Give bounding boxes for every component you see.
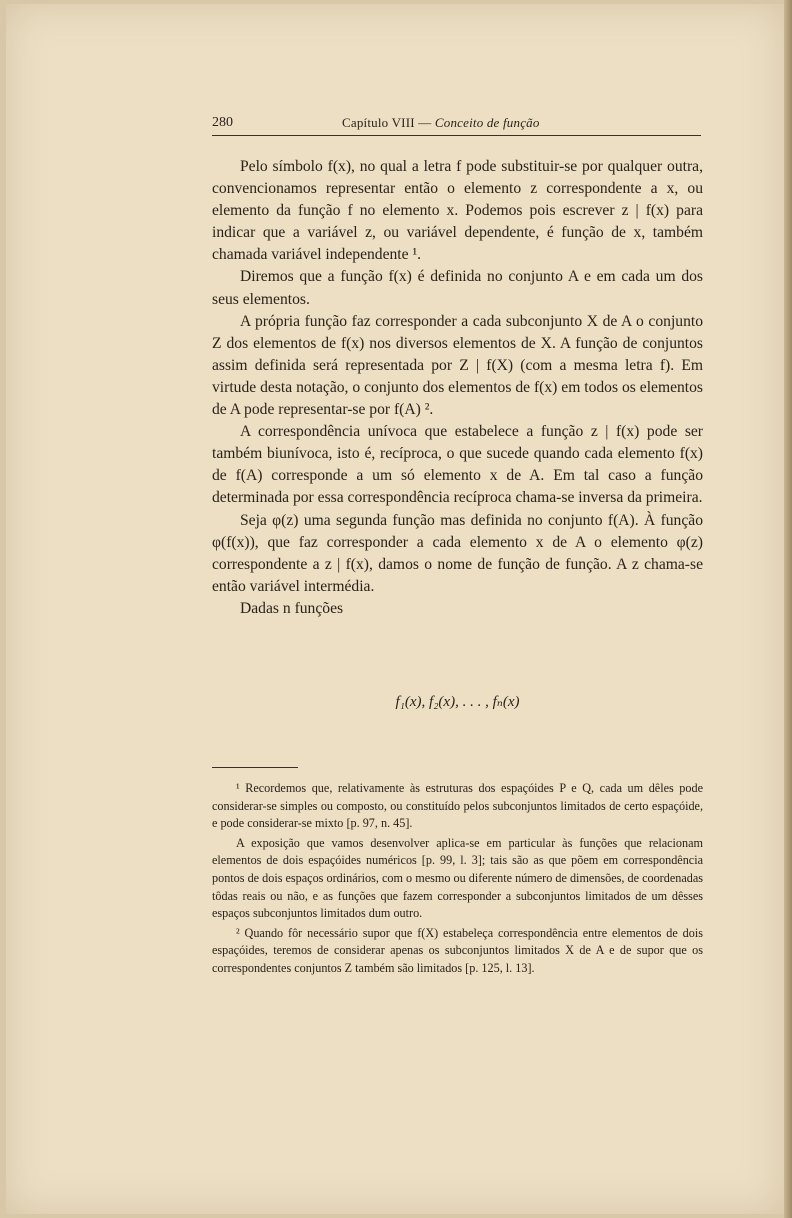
chapter-label: Capítulo VIII — bbox=[342, 115, 432, 130]
paragraph: Pelo símbolo f(x), no qual a letra f pode substituir-se por qualquer outra, convencionamos representar então o elemento z correspondente a x, ou elemento da função f no elemento x. Podemos pois escrever z | f(x) para indicar que a variável z, ou variável dependente, é função de x, também chamada variável independente ¹. bbox=[212, 158, 703, 264]
body-text bbox=[212, 156, 703, 620]
paragraph: A própria função faz corresponder a cada subconjunto X de A o conjunto Z dos elementos de f(x) nos diversos elementos de X. A função de conjuntos assim definida será representada por Z | f(X) (com a mesma letra f). Em virtude desta notação, o conjunto dos elementos de f(x) em todos os elementos de A pode representar-se por f(A) ². bbox=[212, 312, 703, 419]
footnotes bbox=[212, 780, 703, 980]
footnote-rule bbox=[212, 767, 298, 768]
display-formula: f₁(x), f₂(x), . . . , fₙ(x) bbox=[395, 694, 520, 710]
running-header bbox=[212, 113, 701, 136]
paragraph: A correspondência unívoca que estabelece a função z | f(x) pode ser também biunívoca, isto é, recíproca, o que sucede quando cada elemento f(x) de f(A) corresponde a um só elemento x de A. Em tal caso a função determinada por essa correspondência recíproca chama-se inversa da primeira. bbox=[212, 423, 703, 507]
paragraph: Seja φ(z) uma segunda função mas definida no conjunto f(A). À função φ(f(x)), que faz corresponder a cada elemento x de A o elemento φ(z) correspondente a z | f(x), damos o nome de função de função. A z chama-se então variável intermédia. bbox=[212, 511, 703, 595]
page-number: 280 bbox=[212, 115, 233, 130]
footnote: ¹ Recordemos que, relativamente às estruturas dos espaçóides P e Q, cada um dêles pode considerar-se simples ou composto, ou constituído pelos subconjuntos limitados de certo espaçóide, e pode considerar-se mixto [p. 97, n. 45]. bbox=[212, 781, 703, 831]
running-title bbox=[342, 115, 540, 131]
page-edge bbox=[784, 0, 792, 1218]
footnote: A exposição que vamos desenvolver aplica-se em particular às funções que relacionam elementos de dois espaçóides numéricos [p. 99, l. 3]; tais são as que põem em correspondência pontos de dois espaços ordinários, com o mesmo ou diferente número de dimensões, de coordenadas tôdas reais ou não, e as funções que fazem corresponder a subconjuntos limitados de um dêsses espaços subconjuntos limitados dum outro. bbox=[212, 835, 703, 921]
chapter-title: Conceito de função bbox=[434, 115, 540, 130]
footnote: ² Quando fôr necessário supor que f(X) estabeleça correspondência entre elementos de dois espaçóides, teremos de considerar apenas os subconjuntos limitados X de A e de supor que os correspondentes conjuntos Z também são limitados [p. 125, l. 13]. bbox=[212, 925, 703, 975]
paragraph: Diremos que a função f(x) é definida no conjunto A e em cada um dos seus elementos. bbox=[212, 268, 703, 308]
paragraph: Dadas n funções bbox=[240, 599, 344, 617]
